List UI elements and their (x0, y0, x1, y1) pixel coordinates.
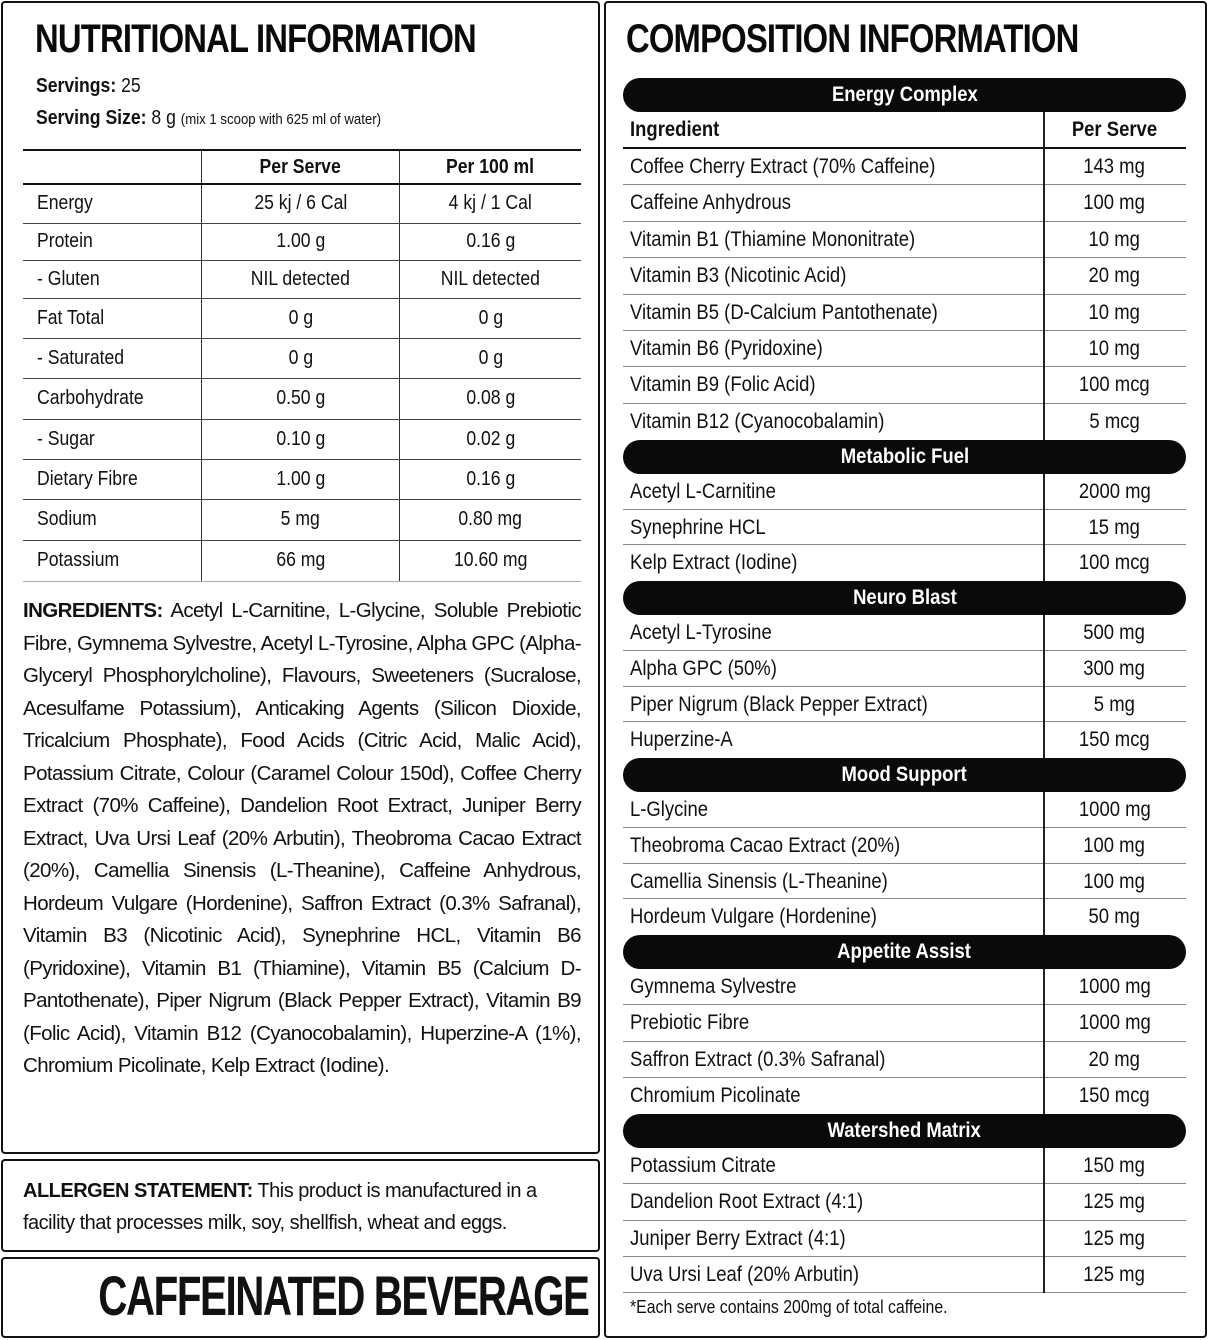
composition-row (623, 1078, 1186, 1114)
composition-row (623, 149, 1186, 185)
nutritional-information-panel (1, 1, 600, 1154)
ingredient-amount: 125 mg (1083, 1226, 1146, 1250)
servings-value: 25 (121, 75, 141, 97)
per-100ml-value: 0.16 g (400, 459, 582, 499)
caffeinated-beverage-label: CAFFEINATED BEVERAGE (98, 1264, 589, 1327)
ingredient-amount: 10 mg (1088, 300, 1141, 324)
ingredient-name: Vitamin B5 (D-Calcium Pantothenate) (630, 300, 938, 324)
ingredient-name: Vitamin B9 (Folic Acid) (630, 373, 816, 397)
ingredient-name: Acetyl L-Carnitine (630, 480, 776, 503)
ingredient-amount: 20 mg (1088, 1047, 1141, 1071)
ingredient-name: Caffeine Anhydrous (630, 191, 791, 215)
composition-row (623, 1184, 1186, 1220)
nutrient-label: - Sugar (23, 419, 202, 459)
ingredient-name: Prebiotic Fibre (630, 1011, 750, 1035)
ingredient-amount: 500 mg (1083, 621, 1146, 644)
per-serve-value: 0 g (202, 338, 400, 378)
allergen-statement (23, 1175, 583, 1239)
servings-line (36, 75, 141, 98)
composition-information-panel (604, 1, 1207, 1338)
allergen-panel (1, 1159, 600, 1252)
composition-row (623, 222, 1186, 258)
ingredient-amount: 100 mg (1083, 191, 1146, 215)
ingredient-amount: 100 mcg (1079, 551, 1150, 575)
nutrition-row (23, 184, 581, 223)
ingredient-name: Synephrine HCL (630, 515, 766, 539)
ingredient-col-header: Ingredient (630, 118, 720, 141)
ingredient-amount: 150 mg (1083, 1154, 1146, 1177)
group-header-metabolic-fuel (623, 440, 1186, 474)
ingredient-name: Coffee Cherry Extract (70% Caffeine) (630, 155, 936, 178)
composition-row (623, 295, 1186, 331)
per-serve-value: 5 mg (202, 499, 400, 540)
nutrition-row (23, 338, 581, 378)
nutrient-label: Sodium (23, 499, 202, 540)
per-100ml-value: 0 g (400, 298, 582, 338)
composition-row (623, 687, 1186, 723)
nutrition-table-header (23, 150, 581, 184)
composition-row (623, 1257, 1186, 1293)
ingredient-amount: 125 mg (1083, 1190, 1146, 1214)
group-name: Mood Support (841, 763, 968, 786)
ingredient-name: Chromium Picolinate (630, 1083, 801, 1107)
nutrition-row (23, 378, 581, 419)
composition-row (623, 828, 1186, 864)
group-header-neuro-blast (623, 581, 1186, 615)
group-name: Energy Complex (831, 83, 978, 106)
nutrient-label: Protein (23, 223, 202, 260)
ingredients-label: INGREDIENTS: (23, 599, 163, 622)
composition-row (623, 510, 1186, 546)
ingredient-amount: 2000 mg (1078, 480, 1151, 503)
composition-row (623, 185, 1186, 221)
composition-row (623, 615, 1186, 651)
ingredient-name: Huperzine-A (630, 728, 733, 752)
composition-row (623, 367, 1186, 403)
ingredient-amount: 100 mg (1083, 833, 1146, 857)
ingredient-name: Alpha GPC (50%) (630, 656, 777, 680)
per-100ml-value: 0.80 mg (400, 499, 582, 540)
caffeine-footnote: *Each serve contains 200mg of total caffeine. (630, 1297, 948, 1317)
ingredients-list: Acetyl L-Carnitine, L-Glycine, Soluble Prebiotic Fibre, Gymnema Sylvestre, Acetyl L-Tyrosine, Alpha GPC (Alpha-Glyceryl Phosphorylcholine), Flavours, Sweeteners (Sucralose, Acesulfame Potassium), Anticaking Agents (Silicon Dioxide, Tricalcium Phosphate), Food Acids (Citric Acid, Malic Acid), Potassium Citrate, Colour (Caramel Colour 150d), Coffee Cherry Extract (70% Caffeine), Dandelion Root Extract, Juniper Berry Extract, Uva Ursi Leaf (20% Arbutin), Theobroma Cacao Extract (20%), Camellia Sinensis (L-Theanine), Caffeine Anhydrous, Hordeum Vulgare (Hordenine), Saffron Extract (0.3% Safranal), Vitamin B3 (Nicotinic Acid), Synephrine HCL, Vitamin B6 (Pyridoxine), Vitamin B1 (Thiamine), Vitamin B5 (Calcium D-Pantothenate), Piper Nigrum (Black Pepper Extract), Vitamin B9 (Folic Acid), Vitamin B12 (Cyanocobalamin), Huperzine-A (1%), Chromium Picolinate, Kelp Extract (Iodine). (23, 599, 581, 1077)
servings-label: Servings: (36, 75, 117, 97)
ingredient-amount: 20 mg (1088, 264, 1141, 288)
group-header-appetite-assist (623, 935, 1186, 969)
group-header-watershed-matrix (623, 1114, 1186, 1148)
nutrition-row (23, 540, 581, 581)
per-100ml-value: 4 kj / 1 Cal (400, 184, 582, 223)
composition-row (623, 258, 1186, 294)
per-100ml-value: 0 g (400, 338, 582, 378)
per-serve-value: 0 g (202, 298, 400, 338)
ingredient-name: Theobroma Cacao Extract (20%) (630, 833, 901, 857)
per-serve-value: 1.00 g (202, 459, 400, 499)
per-serve-value: 0.10 g (202, 419, 400, 459)
ingredient-amount: 15 mg (1088, 515, 1141, 539)
composition-title: COMPOSITION INFORMATION (626, 17, 1079, 61)
ingredient-name: Potassium Citrate (630, 1154, 776, 1177)
ingredient-name: Kelp Extract (Iodine) (630, 551, 798, 575)
ingredient-amount: 300 mg (1083, 656, 1146, 680)
per-serve-value: 1.00 g (202, 223, 400, 260)
ingredient-amount: 1000 mg (1078, 1011, 1151, 1035)
group-name: Watershed Matrix (827, 1119, 982, 1142)
serving-size-value: 8 g (151, 107, 176, 129)
per-100ml-value: 10.60 mg (400, 540, 582, 581)
nutrition-row (23, 419, 581, 459)
nutrient-label: Potassium (23, 540, 202, 581)
nutrition-row (23, 223, 581, 260)
composition-row (623, 864, 1186, 900)
group-name: Neuro Blast (852, 586, 957, 609)
composition-row (623, 1148, 1186, 1184)
per-serve-value: 25 kj / 6 Cal (202, 184, 400, 223)
ingredient-amount: 50 mg (1088, 905, 1141, 929)
per-100ml-value: 0.02 g (400, 419, 582, 459)
ingredient-amount: 10 mg (1088, 336, 1141, 360)
ingredient-amount: 150 mcg (1079, 1083, 1150, 1107)
nutrient-label: Dietary Fibre (23, 459, 202, 499)
nutrition-row (23, 459, 581, 499)
ingredient-name: Piper Nigrum (Black Pepper Extract) (630, 692, 928, 716)
composition-row (623, 404, 1186, 440)
composition-row (623, 899, 1186, 935)
ingredient-name: L-Glycine (630, 798, 709, 821)
per-serve-value: 66 mg (202, 540, 400, 581)
nutrition-row (23, 298, 581, 338)
group-name: Appetite Assist (837, 940, 972, 963)
allergen-label: ALLERGEN STATEMENT: (23, 1180, 253, 1202)
per-serve-value: NIL detected (202, 260, 400, 298)
ingredient-amount: 100 mcg (1079, 373, 1150, 397)
nutrition-col-per-100ml: Per 100 ml (400, 150, 582, 184)
composition-row (623, 545, 1186, 581)
nutrient-label: Carbohydrate (23, 378, 202, 419)
ingredient-amount: 5 mcg (1089, 409, 1140, 433)
ingredient-name: Camellia Sinensis (L-Theanine) (630, 869, 888, 893)
serving-size-line (36, 107, 381, 130)
group-header-mood-support (623, 758, 1186, 792)
composition-row (623, 792, 1186, 828)
per-serve-col-header: Per Serve (1071, 118, 1158, 141)
nutrition-col-label (23, 150, 202, 184)
caffeinated-beverage-panel (1, 1257, 600, 1338)
ingredients-text-block (23, 595, 581, 1083)
per-100ml-value: NIL detected (400, 260, 582, 298)
allergen-text: This product is manufactured in a facility that processes milk, soy, shellfish, wheat and eggs. (23, 1180, 537, 1234)
ingredient-name: Vitamin B12 (Cyanocobalamin) (630, 409, 885, 433)
composition-header-row (623, 112, 1186, 149)
group-name: Metabolic Fuel (840, 445, 969, 468)
per-100ml-value: 0.08 g (400, 378, 582, 419)
composition-row (623, 474, 1186, 510)
serving-size-label: Serving Size: (36, 107, 147, 129)
serving-size-note: (mix 1 scoop with 625 ml of water) (180, 111, 382, 128)
ingredient-amount: 1000 mg (1078, 798, 1151, 821)
composition-row (623, 1221, 1186, 1257)
composition-row (623, 651, 1186, 687)
composition-row (623, 722, 1186, 758)
ingredient-name: Juniper Berry Extract (4:1) (630, 1226, 846, 1250)
ingredient-name: Vitamin B6 (Pyridoxine) (630, 336, 823, 360)
nutrient-label: - Saturated (23, 338, 202, 378)
ingredient-amount: 1000 mg (1078, 975, 1151, 998)
ingredient-name: Gymnema Sylvestre (630, 975, 797, 998)
nutrition-title: NUTRITIONAL INFORMATION (35, 17, 476, 61)
nutrient-label: Fat Total (23, 298, 202, 338)
ingredient-amount: 125 mg (1083, 1262, 1146, 1286)
nutrition-row (23, 260, 581, 298)
ingredient-name: Uva Ursi Leaf (20% Arbutin) (630, 1262, 860, 1286)
ingredient-name: Acetyl L-Tyrosine (630, 621, 772, 644)
nutrition-col-per-serve: Per Serve (202, 150, 400, 184)
nutrient-label: - Gluten (23, 260, 202, 298)
composition-row (623, 331, 1186, 367)
composition-row (623, 1042, 1186, 1078)
nutrient-label: Energy (23, 184, 202, 223)
composition-row (623, 969, 1186, 1005)
per-100ml-value: 0.16 g (400, 223, 582, 260)
nutrition-table (23, 149, 581, 582)
ingredient-name: Hordeum Vulgare (Hordenine) (630, 905, 877, 929)
ingredient-amount: 10 mg (1088, 227, 1141, 251)
group-header-energy-complex (623, 78, 1186, 112)
ingredient-amount: 150 mcg (1079, 728, 1150, 752)
ingredient-amount: 5 mg (1093, 692, 1136, 716)
nutrition-row (23, 499, 581, 540)
composition-row (623, 1005, 1186, 1041)
per-serve-value: 0.50 g (202, 378, 400, 419)
ingredient-amount: 143 mg (1083, 155, 1146, 178)
ingredient-name: Dandelion Root Extract (4:1) (630, 1190, 864, 1214)
ingredient-name: Vitamin B1 (Thiamine Mononitrate) (630, 227, 916, 251)
ingredient-name: Vitamin B3 (Nicotinic Acid) (630, 264, 847, 288)
ingredient-amount: 100 mg (1083, 869, 1146, 893)
ingredient-name: Saffron Extract (0.3% Safranal) (630, 1047, 886, 1071)
